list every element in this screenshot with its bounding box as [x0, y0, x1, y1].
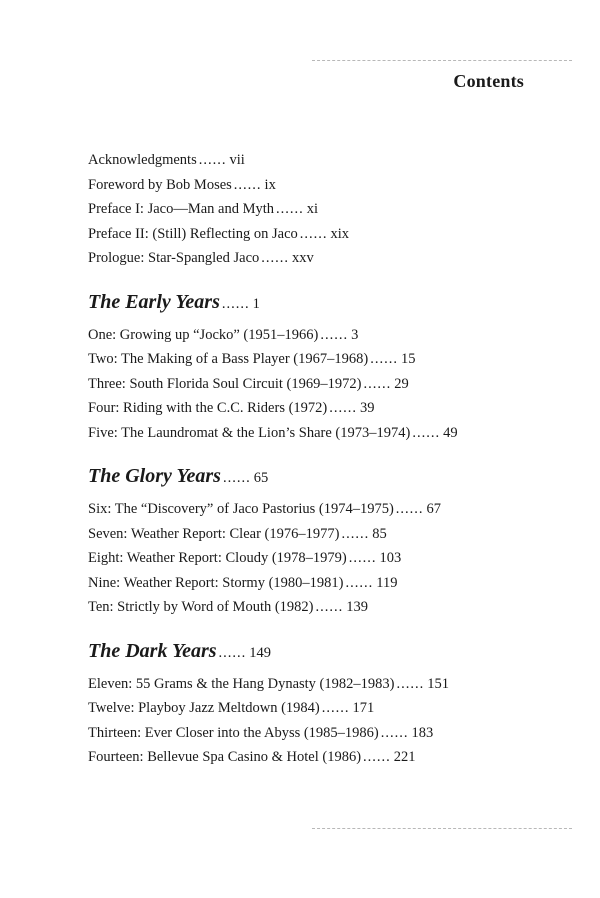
dot-leader: ......	[276, 201, 304, 217]
toc-chapter-five[interactable]: Five: The Laundromat & the Lion’s Share (1973–1974) ...... 49	[88, 424, 458, 441]
dot-leader: ......	[329, 400, 357, 416]
dot-leader: ......	[321, 700, 350, 716]
toc-chapter-eight[interactable]: Eight: Weather Report: Cloudy (1978–1979) ...... 103	[88, 550, 402, 566]
toc-entry-acknowledgments[interactable]: Acknowledgments ...... vii	[88, 152, 245, 168]
toc-part-dark-years[interactable]	[88, 636, 558, 666]
toc-chapter-seven[interactable]: Seven: Weather Report: Clear (1976–1977) ...... 85	[88, 525, 387, 542]
page-number: 85	[372, 525, 387, 542]
page-number: 15	[400, 351, 416, 367]
part-title: The Early Years	[88, 290, 220, 313]
dot-leader: ......	[218, 644, 247, 661]
dot-leader: ......	[198, 152, 227, 168]
dot-leader: ......	[345, 574, 374, 591]
dot-leader: ......	[320, 326, 349, 343]
toc-chapter-thirteen[interactable]: Thirteen: Ever Closer into the Abyss (1985–1986) ...... 183	[88, 724, 434, 741]
page-number: 139	[346, 599, 369, 615]
dot-leader: ......	[412, 424, 441, 441]
page-number: 171	[352, 700, 375, 716]
page-number: ix	[264, 176, 276, 193]
page-number: 3	[351, 326, 359, 343]
dot-leader: ......	[348, 550, 377, 566]
toc-chapter-four[interactable]: Four: Riding with the C.C. Riders (1972) ...... 39	[88, 400, 375, 416]
part-title: The Dark Years	[88, 639, 217, 662]
page-number: 67	[426, 501, 442, 517]
dot-leader: ......	[341, 525, 370, 542]
toc-entry-foreword[interactable]: Foreword by Bob Moses ...... ix	[88, 176, 276, 193]
toc-part-early-years[interactable]	[88, 287, 558, 317]
page-number: 221	[393, 749, 416, 765]
dot-leader: ......	[221, 295, 250, 312]
toc-chapter-fourteen[interactable]: Fourteen: Bellevue Spa Casino & Hotel (1986) ...... 221	[88, 749, 416, 765]
dot-leader: ......	[315, 599, 344, 615]
toc-chapter-ten[interactable]: Ten: Strictly by Word of Mouth (1982) ...... 139	[88, 599, 369, 615]
page-number: xi	[306, 201, 319, 217]
page-title: Contents	[453, 71, 524, 91]
toc-entry-prologue[interactable]: Prologue: Star-Spangled Jaco ...... xxv	[88, 250, 314, 266]
dot-leader: ......	[222, 470, 251, 486]
toc-chapter-six[interactable]: Six: The “Discovery” of Jaco Pastorius (1974–1975) ...... 67	[88, 501, 442, 517]
table-of-contents	[88, 148, 558, 770]
page-number: 119	[376, 574, 398, 591]
dot-leader: ......	[261, 250, 290, 266]
dot-leader: ......	[396, 675, 425, 692]
dot-leader: ......	[363, 749, 391, 765]
dot-leader: ......	[299, 225, 328, 242]
toc-chapter-twelve[interactable]: Twelve: Playboy Jazz Meltdown (1984) ...... 171	[88, 700, 375, 716]
toc-chapter-three[interactable]: Three: South Florida Soul Circuit (1969–1972) ...... 29	[88, 375, 409, 392]
page-number: 49	[443, 424, 458, 441]
toc-chapter-nine[interactable]: Nine: Weather Report: Stormy (1980–1981) ...... 119	[88, 574, 398, 591]
toc-chapter-one[interactable]: One: Growing up “Jocko” (1951–1966) ...... 3	[88, 326, 359, 343]
page-number: 39	[360, 400, 375, 416]
dot-leader: ......	[395, 501, 424, 517]
page-number: 151	[427, 675, 449, 692]
top-rule	[312, 60, 572, 61]
page-number: xxv	[292, 250, 314, 266]
page-number: 65	[253, 470, 269, 486]
page-number: 149	[249, 644, 272, 661]
page-number: 103	[379, 550, 402, 566]
page-number: xix	[330, 225, 350, 242]
dot-leader: ......	[233, 176, 262, 193]
toc-chapter-eleven[interactable]: Eleven: 55 Grams & the Hang Dynasty (1982–1983) ...... 151	[88, 675, 449, 692]
toc-entry-preface-2[interactable]: Preface II: (Still) Reflecting on Jaco ...... xix	[88, 225, 350, 242]
dot-leader: ......	[380, 724, 409, 741]
toc-entry-preface-1[interactable]: Preface I: Jaco—Man and Myth ...... xi	[88, 201, 319, 217]
part-title: The Glory Years	[88, 465, 221, 487]
toc-part-glory-years[interactable]	[88, 461, 558, 491]
page-number: 29	[394, 375, 409, 392]
toc-chapter-two[interactable]: Two: The Making of a Bass Player (1967–1968) ...... 15	[88, 351, 416, 367]
bottom-rule	[312, 828, 572, 829]
dot-leader: ......	[370, 351, 398, 367]
dot-leader: ......	[363, 375, 392, 392]
page-number: vii	[229, 152, 245, 168]
page-number: 1	[252, 295, 260, 312]
page-number: 183	[411, 724, 434, 741]
